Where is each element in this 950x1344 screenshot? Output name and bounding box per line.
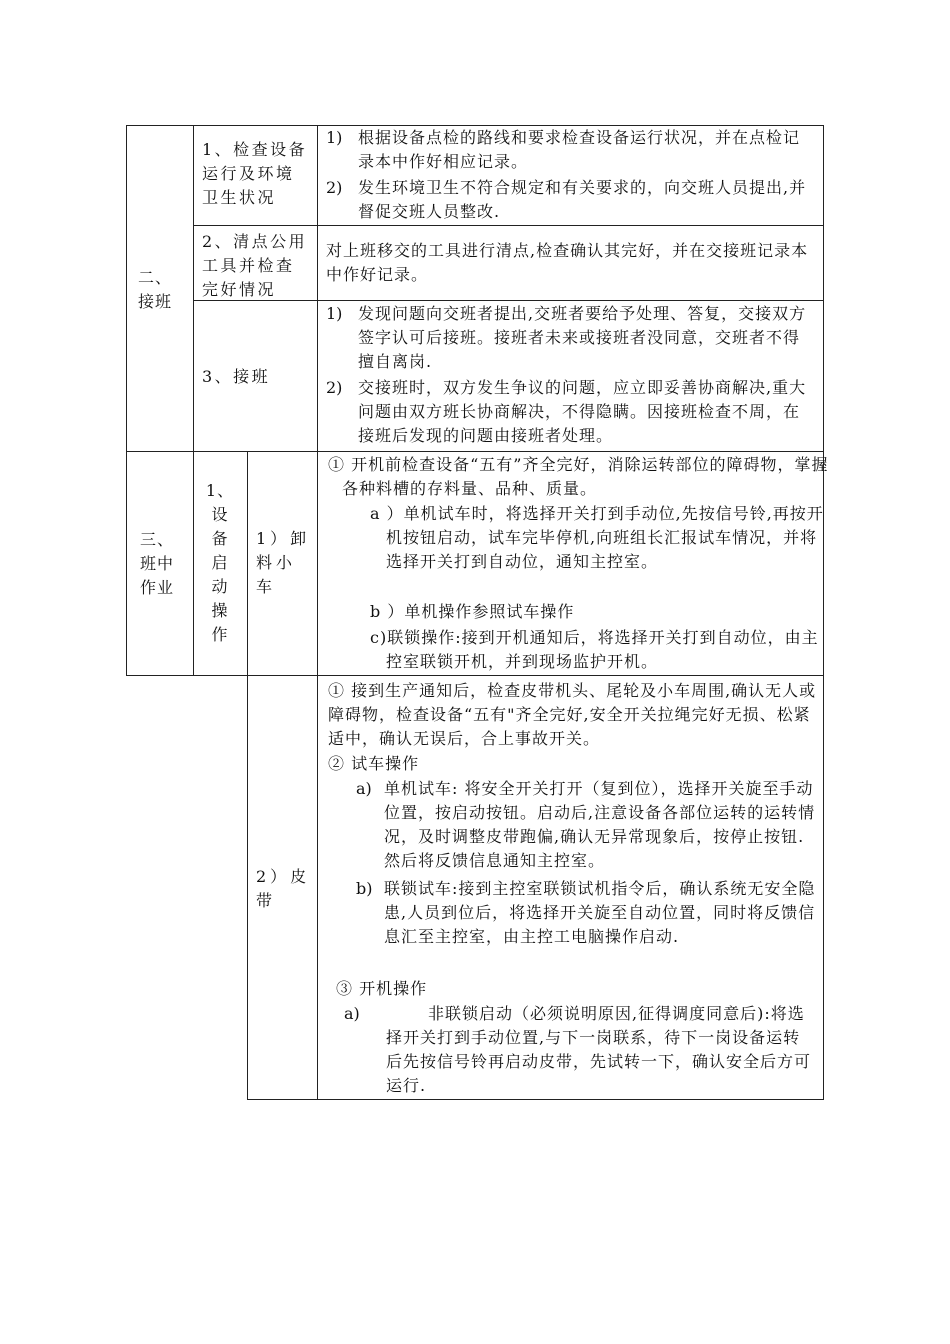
belt-step-1: ① 接到生产通知后，检查皮带机头、尾轮及小车周围,确认无人或障碍物，检查设备“五有"齐全完好,安全开关拉绳完好无损、松紧适中，确认无误后，合上事故开关。 <box>328 681 817 748</box>
sub-label-char: 备 <box>211 529 229 548</box>
belt-step-3-title: ③ 开机操作 <box>336 979 428 998</box>
section3-sub-label <box>196 479 244 647</box>
belt-step-3a-text: 非联锁启动（必须说明原因,征得调度同意后):将选择开关打到手动位置,与下一岗联系，待下一岗设备运转后先按信号铃再启动皮带，先试转一下，确认安全后方可运行. <box>386 1004 812 1095</box>
section2-row1-item1-num: 1) <box>326 128 343 147</box>
belt-step-2a-text: 单机试车: 将安全开关打开（复到位），选择开关旋至手动位置，按启动按钮。启动后,注意设备各部位运转的运转情况，及时调整皮带跑偏,确认无异常现象后，按停止按钮.然后将反馈信息通知主控室。 <box>384 779 816 870</box>
belt-label: 2）皮带 <box>256 867 311 910</box>
sub-label-char: 动 <box>211 577 229 596</box>
sub-label-char: 1、 <box>205 481 235 500</box>
section2-row3-item2-text: 交接班时，双方发生争议的问题，应立即妥善协商解决,重大问题由双方班长协商解决，不得隐瞒。因接班检查不周，在接班后发现的问题由接班者处理。 <box>358 378 807 445</box>
unload-car-step-b: b ）单机操作参照试车操作 <box>370 602 575 621</box>
section2-row2-text: 对上班移交的工具进行清点,检查确认其完好，并在交接班记录本中作好记录。 <box>326 241 809 284</box>
belt-step-3a-num: a) <box>344 1004 360 1023</box>
section2-row1-item2-text: 发生环境卫生不符合规定和有关要求的，向交班人员提出,并督促交班人员整改. <box>358 178 807 221</box>
sub-label-char: 作 <box>211 625 229 644</box>
section2-row3-item2-num: 2) <box>326 378 343 397</box>
belt-step-2a-num: a) <box>356 779 372 798</box>
section2-row1-item2-num: 2) <box>326 178 343 197</box>
section3-title: 三、 班中 作业 <box>140 530 175 597</box>
sub-label-char: 操 <box>211 601 229 620</box>
belt-step-2-title: ② 试车操作 <box>328 754 420 773</box>
section2-row2-label: 2、清点公用工具并检查完好情况 <box>202 232 308 299</box>
unload-car-label: 1）卸料小车 <box>256 529 311 596</box>
sub-label-char: 启 <box>211 553 229 572</box>
section2-row1-label: 1、检查设备运行及环境卫生状况 <box>202 140 308 207</box>
belt-step-2b-text: 联锁试车:接到主控室联锁试机指令后，确认系统无安全隐患,人员到位后，将选择开关旋至自动位置，同时将反馈信息汇至主控室，由主控工电脑操作启动. <box>384 879 816 946</box>
unload-car-step-a: a ）单机试车时，将选择开关打到手动位,先按信号铃,再按开机按钮启动，试车完毕停机,向班组长汇报试车情况，并将选择开关打到自动位，通知主控室。 <box>370 504 824 571</box>
unload-car-intro: ① 开机前检查设备“五有”齐全完好，消除运转部位的障碍物，掌握各种料槽的存料量、品种、质量。 <box>328 455 829 498</box>
unload-car-step-c: c)联锁操作:接到开机通知后，将选择开关打到自动位，由主控室联锁开机，并到现场监护开机。 <box>370 628 819 671</box>
section2-row3-item1-text: 发现问题向交班者提出,交班者要给予处理、答复，交接双方签字认可后接班。接班者未来或接班者没同意，交班者不得擅自离岗. <box>358 304 807 371</box>
sub-label-char: 设 <box>211 505 229 524</box>
section2-title: 二、 接班 <box>138 268 173 311</box>
belt-step-2b-num: b) <box>356 879 373 898</box>
section2-row1-item1-text: 根据设备点检的路线和要求检查设备运行状况，并在点检记录本中作好相应记录。 <box>358 128 801 171</box>
section2-row3-label: 3、接班 <box>202 367 271 386</box>
section2-row3-item1-num: 1) <box>326 304 343 323</box>
